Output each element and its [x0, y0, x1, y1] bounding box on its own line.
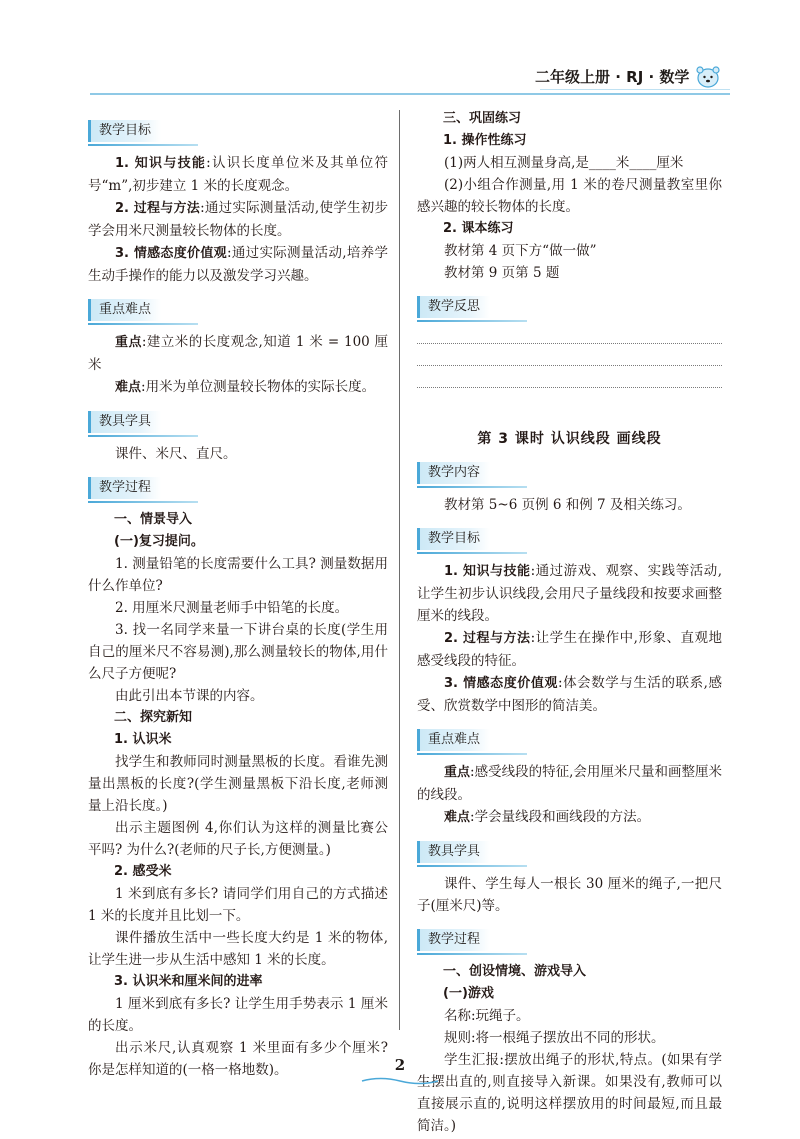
section-intro-heading: 一、情景导入 — [114, 512, 193, 527]
content-text: 教材第 5~6 页例 6 和例 7 及相关练习。 — [444, 497, 691, 513]
feel-meter-p2: 课件播放生活中一些长度大约是 1 米的物体,让学生进一步从生活中感知 1 米的长度。 — [88, 930, 388, 968]
page-number-wave-icon — [360, 1076, 440, 1086]
game-heading: (一)游戏 — [443, 986, 494, 1001]
lesson-title: 第 3 课时 认识线段 画线段 — [477, 431, 662, 447]
game-name: 名称:玩绳子。 — [444, 1008, 530, 1024]
right-column — [417, 108, 722, 1137]
feel-meter-p1: 1 米到底有多长? 请同学们用自己的方式描述 1 米的长度并且比划一下。 — [88, 886, 388, 924]
conversion-p1: 1 厘米到底有多长? 让学生用手势表示 1 厘米的长度。 — [88, 996, 388, 1034]
bear-mascot-icon — [695, 64, 721, 88]
goal-process: 2. 过程与方法:让学生在操作中,形象、直观地感受线段的特征。 — [417, 630, 723, 669]
game-report: 学生汇报:摆放出绳子的形状,特点。(如果有学生摆出直的,则直接导入新课。如果没有,教师可以直接展示直的,说明这样摆放用的时间最短,而且最简洁。) — [417, 1052, 722, 1134]
section-tag-tools: 教具学具 — [88, 411, 161, 433]
section-tag-goals: 教学目标 — [417, 528, 490, 550]
difficult-point: 难点:用米为单位测量较长物体的实际长度。 — [115, 379, 376, 395]
review-q2: 2. 用厘米尺测量老师手中铅笔的长度。 — [115, 600, 349, 616]
game-intro-heading: 一、创设情境、游戏导入 — [443, 964, 587, 979]
feel-meter-heading: 2. 感受米 — [114, 864, 172, 879]
header-title: 二年级上册 · RJ · 数学 — [535, 67, 690, 86]
review-lead: 由此引出本节课的内容。 — [115, 688, 264, 704]
practice-item-2: (2)小组合作测量,用 1 米的卷尺测量教室里你感兴趣的较长物体的长度。 — [417, 177, 722, 215]
section-tag-process: 教学过程 — [88, 477, 161, 499]
header-rule — [90, 93, 730, 95]
know-meter-p1: 找学生和教师同时测量黑板的长度。看谁先测量出黑板的长度?(学生测量黑板下沿长度,老师测量上沿长度。) — [88, 754, 388, 814]
reflection-line — [417, 364, 722, 366]
key-point: 重点:感受线段的特征,会用厘米尺量和画整厘米的线段。 — [417, 764, 722, 803]
reflection-line — [417, 342, 722, 344]
goal-process: 2. 过程与方法:通过实际测量活动,使学生初步学会用米尺测量较长物体的长度。 — [88, 200, 389, 239]
key-point: 重点:建立米的长度观念,知道 1 米 = 100 厘米 — [88, 334, 388, 373]
difficult-point: 难点:学会量线段和画线段的方法。 — [444, 809, 651, 825]
conversion-p2: 出示米尺,认真观察 1 米里面有多少个厘米? 你是怎样知道的(一格一格地数)。 — [88, 1040, 388, 1078]
goal-knowledge: 1. 知识与技能:通过游戏、观察、实践等活动,让学生初步认识线段,会用尺子量线段和按要求画整厘米的线段。 — [417, 563, 723, 624]
practice-item-1: (1)两人相互测量身高,是____米____厘米 — [444, 155, 684, 171]
tools-text: 课件、学生每人一根长 30 厘米的绳子,一把尺子(厘米尺)等。 — [417, 876, 722, 914]
left-column — [88, 108, 388, 1081]
tools-text: 课件、米尺、直尺。 — [115, 446, 237, 462]
review-q1: 1. 测量铅笔的长度需要什么工具? 测量数据用什么作单位? — [88, 556, 388, 594]
section-tag-content: 教学内容 — [417, 462, 490, 484]
goal-knowledge: 1. 知识与技能:认识长度单位米及其单位符号“m”,初步建立 1 米的长度观念。 — [88, 155, 388, 194]
explore-heading: 二、探究新知 — [114, 710, 193, 725]
goal-attitude: 3. 情感态度价值观:体会数学与生活的联系,感受、欣赏数学中图形的简洁美。 — [417, 675, 722, 714]
section-tag-tools: 教具学具 — [417, 841, 490, 863]
goal-attitude: 3. 情感态度价值观:通过实际测量活动,培养学生动手操作的能力以及激发学习兴趣。 — [88, 245, 388, 284]
game-rule: 规则:将一根绳子摆放出不同的形状。 — [444, 1030, 665, 1046]
header-badge — [535, 64, 721, 88]
operation-practice-heading: 1. 操作性练习 — [443, 133, 527, 148]
column-divider — [399, 110, 400, 1030]
section-tag-reflection: 教学反思 — [417, 296, 490, 318]
section-tag-key-points: 重点难点 — [88, 299, 161, 321]
review-q3: 3. 找一名同学来量一下讲台桌的长度(学生用自己的厘米尺不容易测),那么测量较长的物体,用什么尺子方便呢? — [88, 622, 388, 682]
know-meter-p2: 出示主题图例 4,你们认为这样的测量比赛公平吗? 为什么?(老师的尺子长,方便测量。) — [88, 820, 388, 858]
header-rule-accent — [540, 89, 730, 90]
textbook-practice-heading: 2. 课本练习 — [443, 221, 514, 236]
textbook-item-2: 教材第 9 页第 5 题 — [444, 265, 560, 281]
section-tag-process: 教学过程 — [417, 929, 490, 951]
page-number: 2 — [394, 1056, 406, 1074]
review-heading: (一)复习提问。 — [114, 534, 204, 549]
section-tag-goals: 教学目标 — [88, 120, 161, 142]
conversion-heading: 3. 认识米和厘米间的进率 — [114, 974, 263, 989]
know-meter-heading: 1. 认识米 — [114, 732, 172, 747]
textbook-item-1: 教材第 4 页下方“做一做” — [444, 243, 597, 259]
section-tag-key-points: 重点难点 — [417, 729, 490, 751]
practice-heading: 三、巩固练习 — [443, 111, 522, 126]
